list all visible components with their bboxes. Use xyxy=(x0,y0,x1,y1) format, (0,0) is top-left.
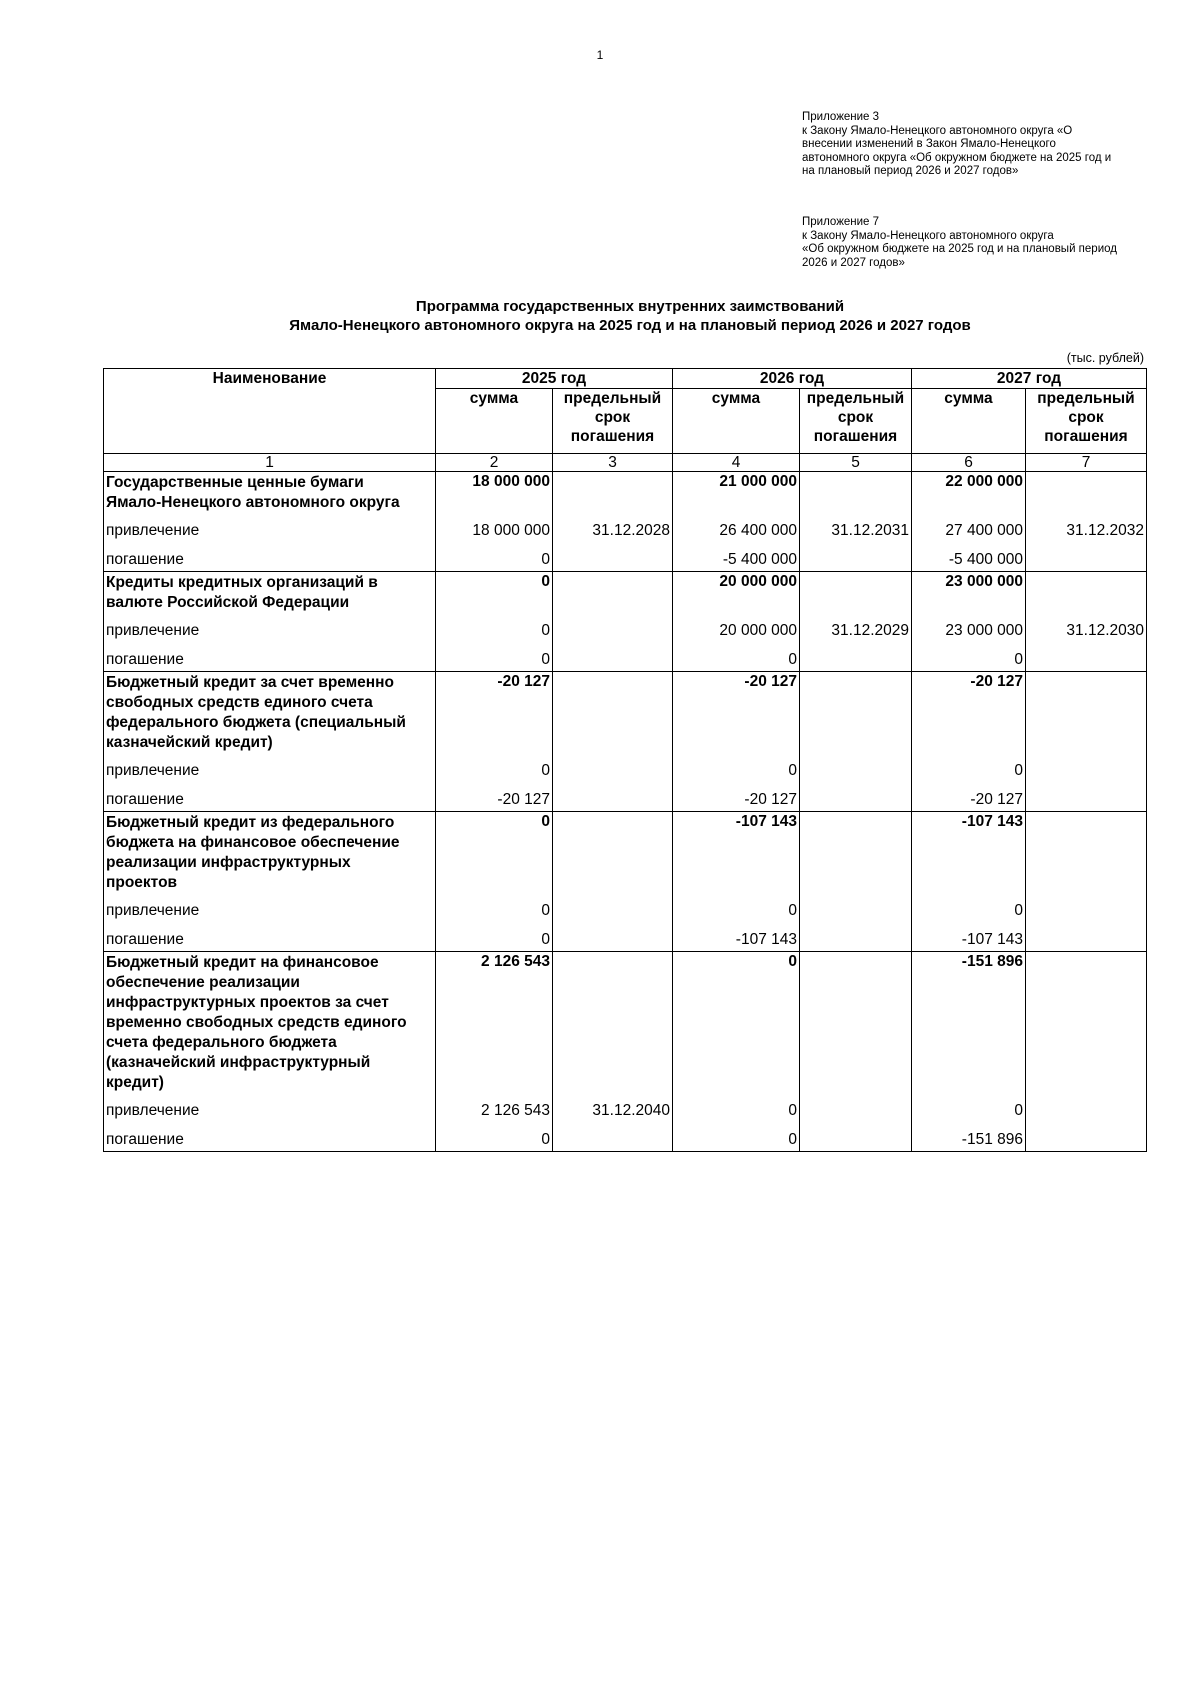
column-number: 6 xyxy=(912,454,1026,472)
row-term xyxy=(553,782,673,812)
column-number: 7 xyxy=(1026,454,1147,472)
header-repayment-term xyxy=(553,389,673,454)
row-amount: 0 xyxy=(436,893,553,922)
group-total: 0 xyxy=(436,812,553,894)
group-name-line: проектов xyxy=(106,874,178,891)
appendix-7-line: Приложение 7 xyxy=(802,216,880,228)
group-term-empty xyxy=(553,672,673,754)
row-amount: 20 000 000 xyxy=(673,613,800,642)
group-term-empty xyxy=(800,812,912,894)
group-name-line: Бюджетный кредит за счет временно xyxy=(106,674,394,691)
row-label: привлечение xyxy=(104,513,436,542)
group-row xyxy=(104,672,1147,754)
row-label: погашение xyxy=(104,542,436,572)
row-amount: 0 xyxy=(912,893,1026,922)
appendix-3-line: внесении изменений в Закон Ямало-Ненецкого xyxy=(802,138,1056,150)
row-amount: -20 127 xyxy=(673,782,800,812)
row-term xyxy=(1026,542,1147,572)
row-term xyxy=(553,753,673,782)
group-total: -107 143 xyxy=(673,812,800,894)
row-term xyxy=(800,642,912,672)
row-label: погашение xyxy=(104,782,436,812)
row-term: 31.12.2031 xyxy=(800,513,912,542)
group-name-line: реализации инфраструктурных xyxy=(106,854,351,871)
appendix-3-line: автономного округа «Об окружном бюджете на 2025 год и xyxy=(802,151,1112,164)
row-amount: -107 143 xyxy=(912,922,1026,952)
group-term-empty xyxy=(1026,572,1147,614)
group-term-empty xyxy=(1026,472,1147,514)
row-amount: 23 000 000 xyxy=(912,613,1026,642)
header-year-2027: 2027 год xyxy=(912,369,1147,389)
group-row xyxy=(104,472,1147,514)
row-term xyxy=(1026,1093,1147,1122)
row-term xyxy=(800,893,912,922)
row-term xyxy=(1026,753,1147,782)
row-term xyxy=(1026,893,1147,922)
row-amount: 0 xyxy=(436,753,553,782)
row-term xyxy=(800,1122,912,1152)
group-name-line: валюте Российской Федерации xyxy=(106,594,350,611)
detail-row xyxy=(104,542,1147,572)
detail-row xyxy=(104,513,1147,542)
appendix-7-line: «Об окружном бюджете на 2025 год и на плановый период xyxy=(802,243,1117,255)
group-total: 20 000 000 xyxy=(673,572,800,614)
detail-row xyxy=(104,782,1147,812)
title-line-1: Программа государственных внутренних заимствований xyxy=(415,298,845,315)
row-amount: 0 xyxy=(673,642,800,672)
row-amount: 2 126 543 xyxy=(436,1093,553,1122)
group-total: 18 000 000 xyxy=(436,472,553,514)
document-title xyxy=(0,297,1200,335)
units-note: (тыс. рублей) xyxy=(1066,351,1144,365)
group-total: -107 143 xyxy=(912,812,1026,894)
group-term-empty xyxy=(1026,952,1147,1094)
header-repayment-term xyxy=(800,389,912,454)
row-amount: 0 xyxy=(673,1122,800,1152)
row-term xyxy=(553,613,673,642)
row-term: 31.12.2028 xyxy=(553,513,673,542)
row-term xyxy=(800,542,912,572)
header-term-line: предельный xyxy=(1037,390,1135,407)
group-term-empty xyxy=(553,812,673,894)
group-row xyxy=(104,812,1147,894)
group-row xyxy=(104,572,1147,614)
group-total: 22 000 000 xyxy=(912,472,1026,514)
row-term xyxy=(1026,922,1147,952)
group-name-line: счета федерального бюджета xyxy=(106,1034,337,1051)
group-term-empty xyxy=(1026,672,1147,754)
row-amount: 18 000 000 xyxy=(436,513,553,542)
column-number: 5 xyxy=(800,454,912,472)
row-amount: -5 400 000 xyxy=(673,542,800,572)
appendix-3-line: к Закону Ямало-Ненецкого автономного округа «О xyxy=(802,124,1073,137)
detail-row xyxy=(104,642,1147,672)
row-term xyxy=(553,1122,673,1152)
group-name xyxy=(104,672,436,754)
column-number: 2 xyxy=(436,454,553,472)
row-term xyxy=(800,782,912,812)
group-name-line: временно свободных средств единого xyxy=(106,1014,407,1031)
detail-row xyxy=(104,753,1147,782)
group-term-empty xyxy=(800,672,912,754)
group-term-empty xyxy=(553,572,673,614)
row-amount: -20 127 xyxy=(912,782,1026,812)
row-amount: 26 400 000 xyxy=(673,513,800,542)
header-term-line: срок xyxy=(594,409,631,426)
row-term xyxy=(553,642,673,672)
header-sum: сумма xyxy=(912,389,1026,454)
row-term: 31.12.2030 xyxy=(1026,613,1147,642)
group-name-line: Кредиты кредитных организаций в xyxy=(106,574,378,591)
row-term: 31.12.2032 xyxy=(1026,513,1147,542)
row-amount: -151 896 xyxy=(912,1122,1026,1152)
row-label: привлечение xyxy=(104,613,436,642)
group-name-line: кредит) xyxy=(106,1074,164,1091)
header-year-2026: 2026 год xyxy=(673,369,912,389)
row-term xyxy=(1026,782,1147,812)
group-term-empty xyxy=(800,572,912,614)
header-sum: сумма xyxy=(673,389,800,454)
row-term xyxy=(553,893,673,922)
group-name xyxy=(104,472,436,514)
row-term xyxy=(800,922,912,952)
borrowing-program-table xyxy=(103,368,1147,1152)
title-line-2: Ямало-Ненецкого автономного округа на 2025 год и на плановый период 2026 и 2027 годов xyxy=(289,317,971,334)
row-term xyxy=(1026,642,1147,672)
group-name-line: Ямало-Ненецкого автономного округа xyxy=(106,494,400,511)
row-label: погашение xyxy=(104,922,436,952)
appendix-7-note xyxy=(802,216,1162,270)
header-term-line: предельный xyxy=(563,390,662,407)
group-name xyxy=(104,812,436,894)
row-term xyxy=(553,542,673,572)
detail-row xyxy=(104,922,1147,952)
group-name-line: свободных средств единого счета xyxy=(106,694,373,711)
row-amount: -107 143 xyxy=(673,922,800,952)
row-amount: 0 xyxy=(912,1093,1026,1122)
group-total: -20 127 xyxy=(912,672,1026,754)
header-year-2025: 2025 год xyxy=(436,369,673,389)
header-term-line: погашения xyxy=(570,428,655,445)
group-name-line: бюджета на финансовое обеспечение xyxy=(106,834,400,851)
appendix-3-line: Приложение 3 xyxy=(802,111,880,123)
header-sum: сумма xyxy=(436,389,553,454)
group-term-empty xyxy=(553,472,673,514)
group-name-line: казначейский кредит) xyxy=(106,734,273,751)
row-amount: 0 xyxy=(673,893,800,922)
group-name xyxy=(104,572,436,614)
group-total: -20 127 xyxy=(436,672,553,754)
appendix-3-line: на плановый период 2026 и 2027 годов» xyxy=(802,165,1019,177)
row-amount: 0 xyxy=(673,753,800,782)
header-term-line: срок xyxy=(1068,409,1104,426)
row-label: привлечение xyxy=(104,753,436,782)
row-label: погашение xyxy=(104,1122,436,1152)
row-amount: 27 400 000 xyxy=(912,513,1026,542)
group-term-empty xyxy=(800,952,912,1094)
group-name-line: инфраструктурных проектов за счет xyxy=(106,994,389,1011)
row-amount: 0 xyxy=(436,613,553,642)
appendix-7-line: 2026 и 2027 годов» xyxy=(802,256,905,269)
group-row xyxy=(104,952,1147,1094)
row-amount: 0 xyxy=(912,642,1026,672)
group-total: 0 xyxy=(436,572,553,614)
group-total: 23 000 000 xyxy=(912,572,1026,614)
row-amount: -20 127 xyxy=(436,782,553,812)
row-amount: 0 xyxy=(673,1093,800,1122)
group-name-line: Государственные ценные бумаги xyxy=(106,474,364,491)
header-term-line: срок xyxy=(837,409,874,426)
header-repayment-term xyxy=(1026,389,1147,454)
row-term xyxy=(553,922,673,952)
detail-row xyxy=(104,613,1147,642)
row-amount: 0 xyxy=(912,753,1026,782)
column-number: 4 xyxy=(673,454,800,472)
page-number: 1 xyxy=(596,48,604,62)
detail-row xyxy=(104,1122,1147,1152)
group-total: -151 896 xyxy=(912,952,1026,1094)
header-term-line: погашения xyxy=(1044,428,1128,445)
detail-row xyxy=(104,1093,1147,1122)
row-label: привлечение xyxy=(104,1093,436,1122)
group-name xyxy=(104,952,436,1094)
row-term: 31.12.2040 xyxy=(553,1093,673,1122)
row-term: 31.12.2029 xyxy=(800,613,912,642)
row-term xyxy=(1026,1122,1147,1152)
group-name-line: обеспечение реализации xyxy=(106,974,300,991)
appendix-7-line: к Закону Ямало-Ненецкого автономного округа xyxy=(802,229,1054,242)
group-name-line: федерального бюджета (специальный xyxy=(106,714,406,731)
row-amount: 0 xyxy=(436,922,553,952)
appendix-3-note xyxy=(802,111,1162,179)
group-name-line: Бюджетный кредит на финансовое xyxy=(106,954,379,971)
header-term-line: погашения xyxy=(813,428,898,445)
row-amount: -5 400 000 xyxy=(912,542,1026,572)
detail-row xyxy=(104,893,1147,922)
row-amount: 0 xyxy=(436,1122,553,1152)
row-label: погашение xyxy=(104,642,436,672)
row-term xyxy=(800,1093,912,1122)
group-total: 2 126 543 xyxy=(436,952,553,1094)
row-term xyxy=(800,753,912,782)
column-number: 3 xyxy=(553,454,673,472)
column-number: 1 xyxy=(104,454,436,472)
header-name: Наименование xyxy=(104,369,436,454)
group-total: 0 xyxy=(673,952,800,1094)
header-term-line: предельный xyxy=(806,390,905,407)
group-total: 21 000 000 xyxy=(673,472,800,514)
group-term-empty xyxy=(1026,812,1147,894)
group-name-line: (казначейский инфраструктурный xyxy=(106,1054,371,1071)
group-term-empty xyxy=(553,952,673,1094)
group-term-empty xyxy=(800,472,912,514)
row-amount: 0 xyxy=(436,642,553,672)
group-name-line: Бюджетный кредит из федерального xyxy=(106,814,395,831)
row-label: привлечение xyxy=(104,893,436,922)
row-amount: 0 xyxy=(436,542,553,572)
group-total: -20 127 xyxy=(673,672,800,754)
